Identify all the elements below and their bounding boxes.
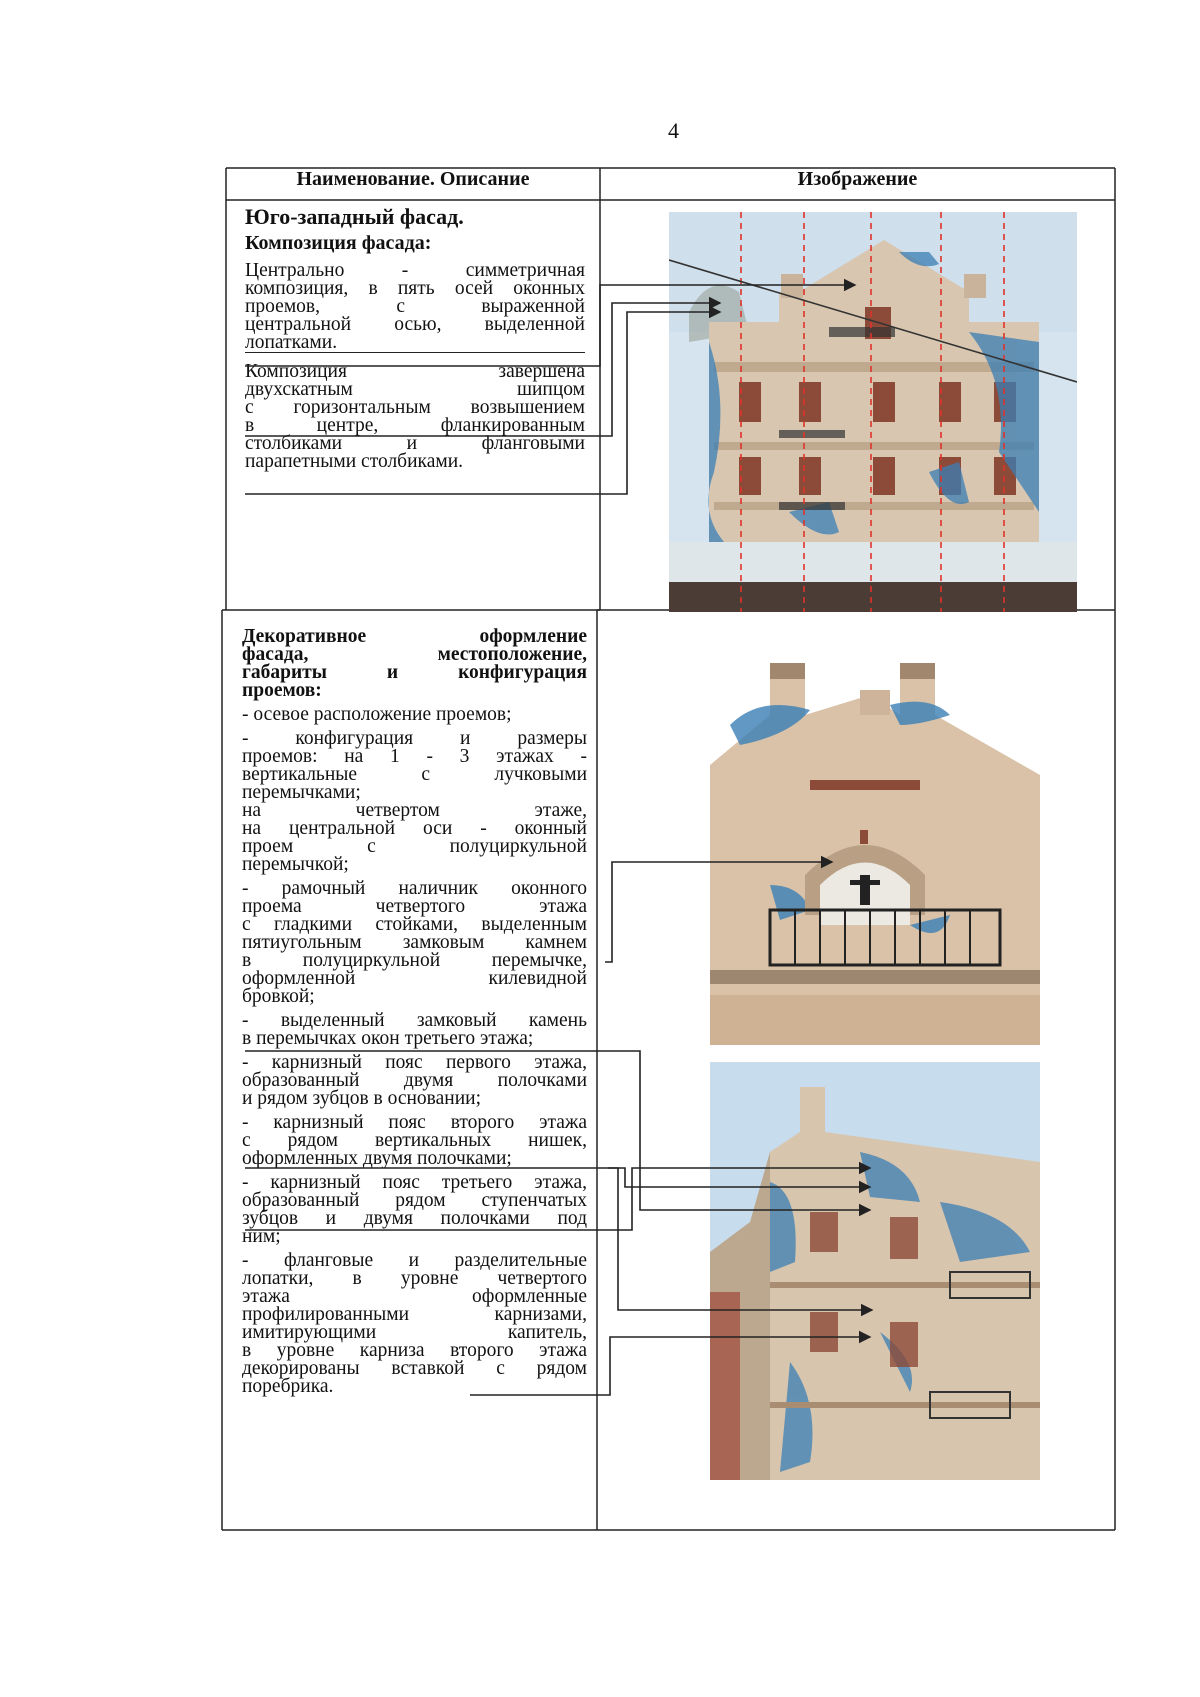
text-line: Центрально - симметричная bbox=[245, 260, 585, 281]
text-line: - конфигурация и размеры bbox=[242, 728, 587, 749]
list-item: - осевое расположение проемов; bbox=[242, 704, 512, 725]
text-line: двухскатным шипцом bbox=[245, 379, 585, 400]
text-line: оформленных двумя полочками; bbox=[242, 1148, 512, 1169]
text-line: композиция, в пять осей оконных bbox=[245, 278, 585, 299]
text-line: на центральной оси - оконный bbox=[242, 818, 587, 839]
list-item bbox=[242, 880, 587, 1006]
text-line: в полуциркульной перемычке, bbox=[242, 950, 587, 971]
text-line: парапетными столбиками. bbox=[245, 451, 464, 472]
text-line: проемов: bbox=[242, 680, 322, 701]
page-number: 4 bbox=[668, 118, 679, 143]
text-line: перемычкой; bbox=[242, 854, 349, 875]
text-line: перемычками; bbox=[242, 782, 361, 803]
gable-paragraph bbox=[245, 363, 585, 471]
text-line: фасада, местоположение, bbox=[242, 644, 587, 665]
section1-text bbox=[245, 204, 585, 472]
facade-photo bbox=[669, 212, 1077, 612]
text-line: лопатки, в уровне четвертого bbox=[242, 1268, 587, 1289]
text-line: - рамочный наличник оконного bbox=[242, 878, 587, 899]
gable-photo bbox=[710, 655, 1040, 1045]
text-line: имитирующими капитель, bbox=[242, 1322, 587, 1343]
list-item bbox=[242, 1174, 587, 1246]
text-line: с рядом вертикальных нишек, bbox=[242, 1130, 587, 1151]
text-line: центральной осью, выделенной bbox=[245, 314, 585, 335]
section2-text bbox=[242, 628, 587, 1396]
text-line: с горизонтальным возвышением bbox=[245, 397, 585, 418]
text-line: - фланговые и разделительные bbox=[242, 1250, 587, 1271]
side-facade-photo bbox=[710, 1062, 1040, 1480]
text-line: пятиугольным замковым камнем bbox=[242, 932, 587, 953]
list-item bbox=[242, 1114, 587, 1168]
section1-title: Юго-западный фасад. bbox=[245, 204, 464, 229]
section1-subtitle: Композиция фасада: bbox=[245, 232, 432, 254]
text-line: вертикальные с лучковыми bbox=[242, 764, 587, 785]
text-line: оформленной килевидной bbox=[242, 968, 587, 989]
text-line: ним; bbox=[242, 1226, 281, 1247]
text-line: проема четвертого этажа bbox=[242, 896, 587, 917]
composition-paragraph bbox=[245, 262, 585, 353]
list-item bbox=[242, 1012, 587, 1048]
text-line: этажа оформленные bbox=[242, 1286, 587, 1307]
text-line: - карнизный пояс второго этажа bbox=[242, 1112, 587, 1133]
text-line: с гладкими стойками, выделенным bbox=[242, 914, 587, 935]
text-line: проемов: на 1 - 3 этажах - bbox=[242, 746, 587, 767]
text-line: бровкой; bbox=[242, 986, 315, 1007]
text-line: проем с полуциркульной bbox=[242, 836, 587, 857]
text-line: поребрика. bbox=[242, 1376, 334, 1397]
list-item bbox=[242, 1054, 587, 1108]
text-line: - карнизный пояс третьего этажа, bbox=[242, 1172, 587, 1193]
text-line: зубцов и двумя полочками под bbox=[242, 1208, 587, 1229]
list-item bbox=[242, 1252, 587, 1396]
text-line: и рядом зубцов в основании; bbox=[242, 1088, 482, 1109]
text-line: - выделенный замковый камень bbox=[242, 1010, 587, 1031]
text-line: образованный двумя полочками bbox=[242, 1070, 587, 1091]
col-description-header: Наименование. Описание bbox=[296, 168, 530, 190]
text-line: профилированными карнизами, bbox=[242, 1304, 587, 1325]
col-image-header: Изображение bbox=[797, 168, 918, 190]
text-line: Композиция завершена bbox=[245, 361, 585, 382]
text-line: габариты и конфигурация bbox=[242, 662, 587, 683]
text-line: столбиками и фланговыми bbox=[245, 433, 585, 454]
text-line: декорированы вставкой с рядом bbox=[242, 1358, 587, 1379]
text-line: в центре, фланкированным bbox=[245, 415, 585, 436]
text-line: в уровне карниза второго этажа bbox=[242, 1340, 587, 1361]
text-line: проемов, с выраженной bbox=[245, 296, 585, 317]
text-line: на четвертом этаже, bbox=[242, 800, 587, 821]
text-line: Декоративное оформление bbox=[242, 626, 587, 647]
section2-title bbox=[242, 628, 587, 700]
text-line: в перемычках окон третьего этажа; bbox=[242, 1028, 534, 1049]
text-line: - карнизный пояс первого этажа, bbox=[242, 1052, 587, 1073]
text-line: образованный рядом ступенчатых bbox=[242, 1190, 587, 1211]
list-item bbox=[242, 730, 587, 874]
text-line: лопатками. bbox=[245, 332, 338, 353]
